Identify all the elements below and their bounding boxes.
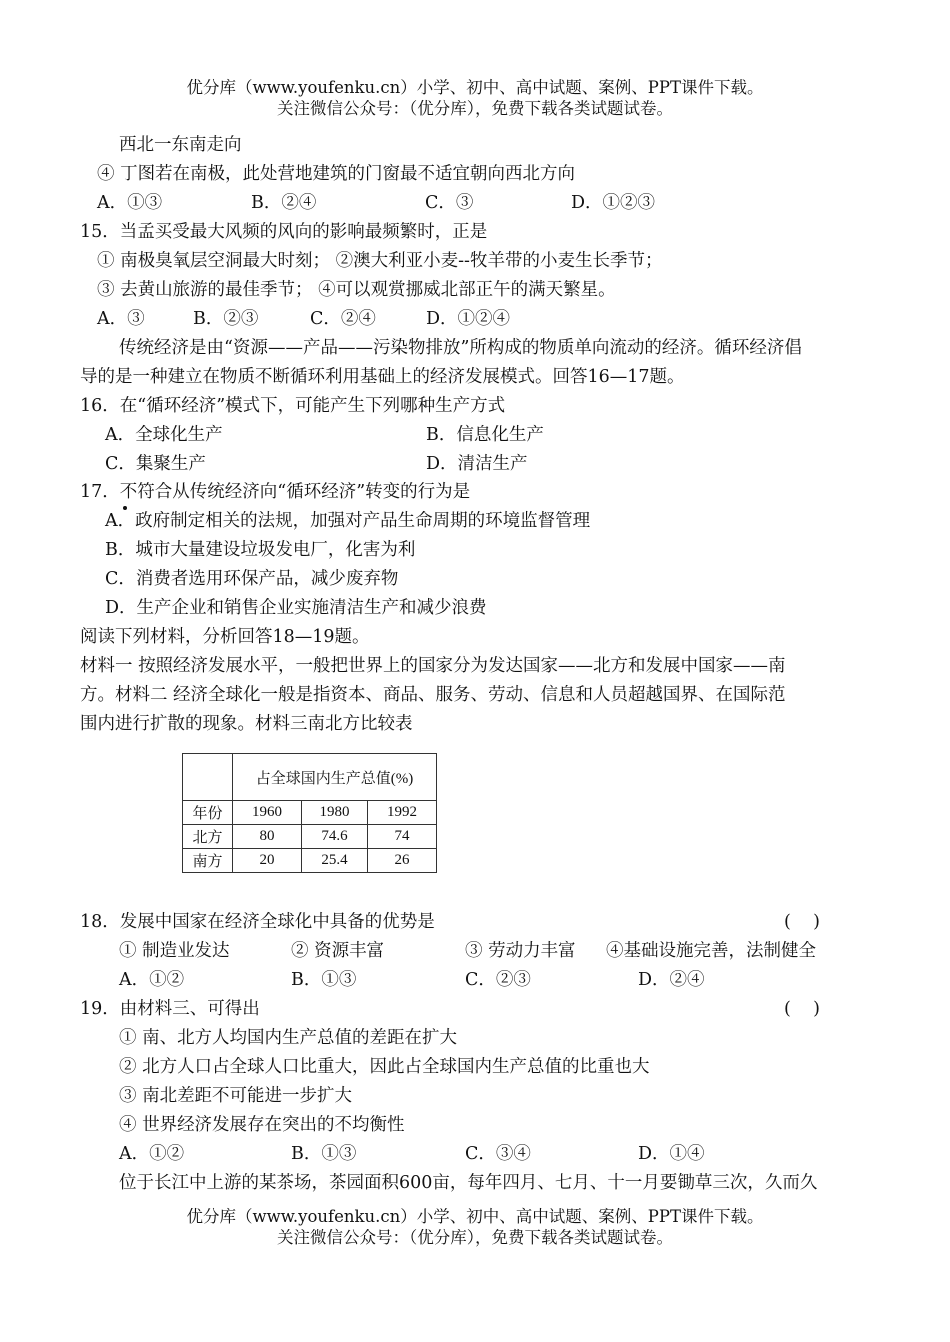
q18-answer-parentheses: ( ) — [784, 912, 820, 932]
q15-item-row-2: ③ 去黄山旅游的最佳季节； ④可以观赏挪威北部正午的满天繁星。 — [97, 280, 616, 300]
table-cell: 北方 — [183, 825, 233, 849]
table-cell: 1992 — [368, 801, 437, 825]
table-cell: 25.4 — [302, 849, 368, 873]
intro-16-17-line-2: 导的是一种建立在物质不断循环利用基础上的经济发展模式。回答16—17题。 — [80, 367, 685, 387]
q19-option-b: B．①③ — [291, 1144, 357, 1164]
q18-option-d: D．②④ — [638, 970, 705, 990]
q18-stem: 18．发展中国家在经济全球化中具备的优势是 — [80, 912, 435, 932]
header-line-2: 关注微信公众号：（优分库），免费下载各类试题试卷。 — [277, 99, 673, 118]
q19-answer-parentheses: ( ) — [784, 999, 820, 1019]
q18-item-4: ④基础设施完善，法制健全 — [606, 941, 816, 961]
q14-option-d: D．①②③ — [571, 193, 656, 213]
table-row — [183, 754, 437, 801]
table-row — [183, 825, 437, 849]
materials-intro: 阅读下列材料，分析回答18—19题。 — [80, 627, 370, 647]
header-line-1: 优分库（www.youfenku.cn）小学、初中、高中试题、案例、PPT课件下载。 — [186, 78, 764, 97]
footer-line-1: 优分库（www.youfenku.cn）小学、初中、高中试题、案例、PPT课件下载。 — [186, 1207, 764, 1226]
q16-options-row-2 — [0, 452, 950, 476]
table-cell: 80 — [233, 825, 302, 849]
q14-options — [0, 191, 950, 215]
footer-line-2: 关注微信公众号：（优分库），免费下载各类试题试卷。 — [277, 1228, 673, 1247]
q14-item-4: ④ 丁图若在南极，此处营地建筑的门窗最不适宜朝向西北方向 — [97, 164, 576, 184]
q19-option-c: C．③④ — [465, 1144, 531, 1164]
table-cell: 74.6 — [302, 825, 368, 849]
table-cell: 1960 — [233, 801, 302, 825]
q15-item-row-1: ① 南极臭氧层空洞最大时刻； ②澳大利亚小麦--牧羊带的小麦生长季节； — [97, 251, 663, 271]
q15-option-b: B．②③ — [193, 309, 259, 329]
q18-item-1: ① 制造业发达 — [119, 941, 230, 961]
q16-option-a: A．全球化生产 — [105, 425, 223, 445]
q14-text-tail: 西北一东南走向 — [119, 135, 242, 155]
q19-option-d: D．①④ — [638, 1144, 705, 1164]
q19-item-4: ④ 世界经济发展存在突出的不均衡性 — [119, 1115, 405, 1135]
q19-item-1: ① 南、北方人均国内生产总值的差距在扩大 — [119, 1028, 458, 1048]
q16-option-c: C．集聚生产 — [105, 454, 206, 474]
q19-option-a: A．①② — [119, 1144, 185, 1164]
q18-item-2: ② 资源丰富 — [291, 941, 385, 961]
intro-16-17-line-1: 传统经济是由“资源——产品——污染物排放”所构成的物质单向流动的经济。循环经济倡 — [119, 338, 802, 358]
q15-options — [0, 307, 950, 331]
page-footer — [0, 1206, 950, 1248]
q14-option-c: C．③ — [425, 193, 474, 213]
page-header — [0, 77, 950, 119]
table-corner-cell — [183, 754, 233, 801]
table-cell: 26 — [368, 849, 437, 873]
q16-option-d: D．清洁生产 — [426, 454, 528, 474]
q17-option-d: D．生产企业和销售企业实施清洁生产和减少浪费 — [105, 598, 487, 618]
q16-options-row-1 — [0, 423, 950, 447]
q18-option-a: A．①② — [119, 970, 185, 990]
q15-option-a: A．③ — [97, 309, 145, 329]
table-cell: 74 — [368, 825, 437, 849]
tea-passage-line-1: 位于长江中上游的某茶场，茶园面积600亩，每年四月、七月、十一月要锄草三次，久而久 — [119, 1173, 818, 1193]
q15-stem: 15．当孟买受最大风频的风向的影响最频繁时，正是 — [80, 222, 488, 242]
q16-stem: 16．在“循环经济”模式下，可能产生下列哪种生产方式 — [80, 396, 506, 416]
table-row — [183, 801, 437, 825]
q19-stem: 19．由材料三、可得出 — [80, 999, 260, 1019]
q17-option-b: B．城市大量建设垃圾发电厂，化害为利 — [105, 540, 416, 560]
q19-item-3: ③ 南北差距不可能进一步扩大 — [119, 1086, 353, 1106]
q18-options — [0, 968, 950, 992]
q18-option-b: B．①③ — [291, 970, 357, 990]
table-cell: 南方 — [183, 849, 233, 873]
q17-option-a: A．政府制定相关的法规，加强对产品生命周期的环境监督管理 — [105, 511, 591, 531]
q15-option-c: C．②④ — [310, 309, 376, 329]
table-row — [183, 849, 437, 873]
q14-option-a: A．①③ — [97, 193, 163, 213]
q16-option-b: B．信息化生产 — [426, 425, 544, 445]
material-line-3: 围内进行扩散的现象。材料三南北方比较表 — [80, 714, 413, 734]
q17-option-c: C．消费者选用环保产品，减少废弃物 — [105, 569, 399, 589]
material-line-2: 方。材料二 经济全球化一般是指资本、商品、服务、劳动、信息和人员超越国界、在国际范 — [80, 685, 786, 705]
table-cell: 1980 — [302, 801, 368, 825]
q19-options — [0, 1142, 950, 1166]
north-south-comparison-table — [182, 753, 437, 873]
q17-stem: 17．不符合从传统经济向“循环经济”转变的行为是 — [80, 482, 471, 502]
q14-option-b: B．②④ — [251, 193, 317, 213]
material-line-1: 材料一 按照经济发展水平，一般把世界上的国家分为发达国家——北方和发展中国家——南 — [80, 656, 786, 676]
q15-option-d: D．①②④ — [426, 309, 511, 329]
q19-item-2: ② 北方人口占全球人口比重大，因此占全球国内生产总值的比重也大 — [119, 1057, 650, 1077]
q18-items — [0, 939, 950, 963]
table-cell: 20 — [233, 849, 302, 873]
table-title-cell: 占全球国内生产总值(%) — [233, 754, 437, 801]
table-cell: 年份 — [183, 801, 233, 825]
q18-option-c: C．②③ — [465, 970, 531, 990]
q18-item-3: ③ 劳动力丰富 — [465, 941, 576, 961]
